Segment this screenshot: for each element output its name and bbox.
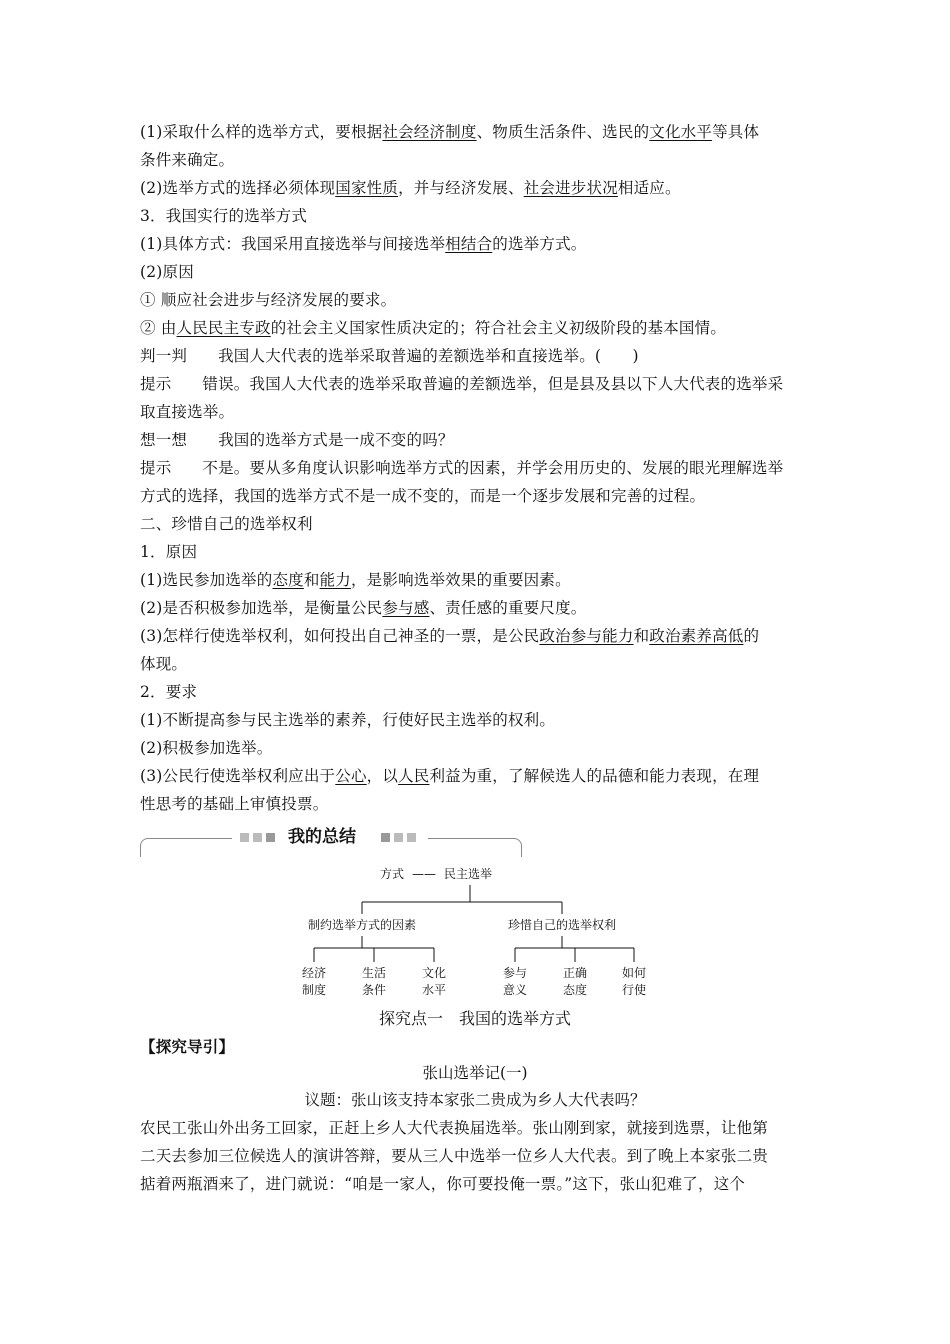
branch-left-label: 制约选举方式的因素 <box>308 918 417 932</box>
summary-title: 我的总结 <box>288 827 356 847</box>
story-paragraph-line: 二天去参加三位候选人的演讲答辩，要从三人中选举一位乡人大代表。到了晚上本家张二贵 <box>140 1147 769 1165</box>
underlined-term: 社会进步状况 <box>523 179 618 197</box>
hint-line: 提示 不是。要从多角度认识影响选举方式的因素，并学会用历史的、发展的眼光理解选举 <box>140 459 784 477</box>
decor-square <box>240 833 249 842</box>
leaf-bottom-label: 条件 <box>362 983 387 997</box>
paragraph-line: (3)怎样行使选举权利，如何投出自己神圣的一票，是公民政治参与能力和政治素养高低的 <box>140 627 760 645</box>
underlined-term: 能力 <box>319 571 351 589</box>
paragraph-line: (2)积极参加选举。 <box>140 739 273 757</box>
paragraph-line: (1)不断提高参与民主选举的素养，行使好民主选举的权利。 <box>140 711 556 729</box>
underlined-term: 人民 <box>398 767 430 785</box>
section-heading: 2．要求 <box>140 683 198 701</box>
decor-square <box>381 833 390 842</box>
summary-tree-diagram <box>290 862 670 1002</box>
leaf-top-label: 如何 <box>622 966 647 980</box>
topic-line: 议题：张山该支持本家张二贵成为乡人大代表吗？ <box>304 1091 646 1109</box>
underlined-term: 文化水平 <box>649 123 713 141</box>
paragraph-line: (2)选举方式的选择必须体现国家性质，并与经济发展、社会进步状况相适应。 <box>140 179 681 197</box>
underlined-term: 社会经济制度 <box>382 123 477 141</box>
explore-heading: 探究点一 我国的选举方式 <box>378 1009 571 1028</box>
leaf-bottom-label: 行使 <box>622 983 647 997</box>
underlined-term: 国家性质 <box>335 179 399 197</box>
root-right-label: 民主选举 <box>444 867 493 881</box>
paragraph-line: 体现。 <box>140 655 188 673</box>
section-heading: 1．原因 <box>140 543 198 561</box>
section-heading: 3．我国实行的选举方式 <box>140 207 308 225</box>
paragraph-line: (2)原因 <box>140 263 194 281</box>
decor-square <box>407 833 416 842</box>
leaf-bottom-label: 意义 <box>503 983 528 997</box>
underlined-term: 人民民主专政 <box>176 319 271 337</box>
hint-line: 提示 错误。我国人大代表的选举采取普遍的差额选举，但是县及县以下人大代表的选举采 <box>140 375 784 393</box>
paragraph-line: 条件来确定。 <box>140 151 235 169</box>
root-left-label: 方式 <box>380 867 405 881</box>
paragraph-line: ① 顺应社会进步与经济发展的要求。 <box>140 291 397 309</box>
leaf-top-label: 经济 <box>302 966 327 980</box>
leaf-top-label: 生活 <box>362 966 387 980</box>
paragraph-line: 取直接选举。 <box>140 403 235 421</box>
leaf-bottom-label: 水平 <box>422 983 447 997</box>
underlined-term: 态度 <box>272 571 304 589</box>
section-heading: 二、珍惜自己的选举权利 <box>140 515 313 533</box>
paragraph-line: ② 由人民民主专政的社会主义国家性质决定的；符合社会主义初级阶段的基本国情。 <box>140 319 727 337</box>
underlined-term: 公心 <box>335 767 367 785</box>
paragraph-line: 性思考的基础上审慎投票。 <box>140 795 329 813</box>
leaf-bottom-label: 态度 <box>563 983 588 997</box>
story-paragraph-line: 掂着两瓶酒来了，进门就说：“咱是一家人，你可要投俺一票。”这下，张山犯难了，这个 <box>140 1175 746 1193</box>
leaf-top-label: 正确 <box>563 966 588 980</box>
paragraph-line: (1)采取什么样的选举方式，要根据社会经济制度、物质生活条件、选民的文化水平等具体 <box>140 123 760 141</box>
guide-label: 【探究导引】 <box>140 1037 235 1056</box>
judge-question: 判一判 我国人大代表的选举采取普遍的差额选举和直接选举。( ) <box>140 347 639 365</box>
leaf-top-label: 参与 <box>503 966 528 980</box>
leaf-bottom-label: 制度 <box>302 983 327 997</box>
underlined-term: 政治参与能力 <box>539 627 634 645</box>
story-paragraph-line: 农民工张山外出务工回家，正赶上乡人大代表换届选举。张山刚到家，就接到选票，让他第 <box>140 1119 769 1137</box>
root-dash: —— <box>412 867 436 881</box>
story-title: 张山选举记(一) <box>422 1064 528 1082</box>
decor-square <box>266 833 275 842</box>
underlined-term: 相结合 <box>445 235 493 253</box>
think-question: 想一想 我国的选举方式是一成不变的吗？ <box>140 431 454 449</box>
underlined-term: 参与感 <box>382 599 430 617</box>
underlined-term: 政治素养高低 <box>649 627 744 645</box>
paragraph-line: (2)是否积极参加选举，是衡量公民参与感、责任感的重要尺度。 <box>140 599 587 617</box>
paragraph-line: (1)选民参加选举的态度和能力，是影响选举效果的重要因素。 <box>140 571 571 589</box>
paragraph-line: 方式的选择，我国的选举方式不是一成不变的，而是一个逐步发展和完善的过程。 <box>140 487 706 505</box>
decor-square <box>253 833 262 842</box>
decor-square <box>394 833 403 842</box>
paragraph-line: (1)具体方式：我国采用直接选举与间接选举相结合的选举方式。 <box>140 235 587 253</box>
paragraph-line: (3)公民行使选举权利应出于公心，以人民利益为重，了解候选人的品德和能力表现，在理 <box>140 767 760 785</box>
branch-right-label: 珍惜自己的选举权利 <box>508 918 617 932</box>
leaf-top-label: 文化 <box>422 966 447 980</box>
